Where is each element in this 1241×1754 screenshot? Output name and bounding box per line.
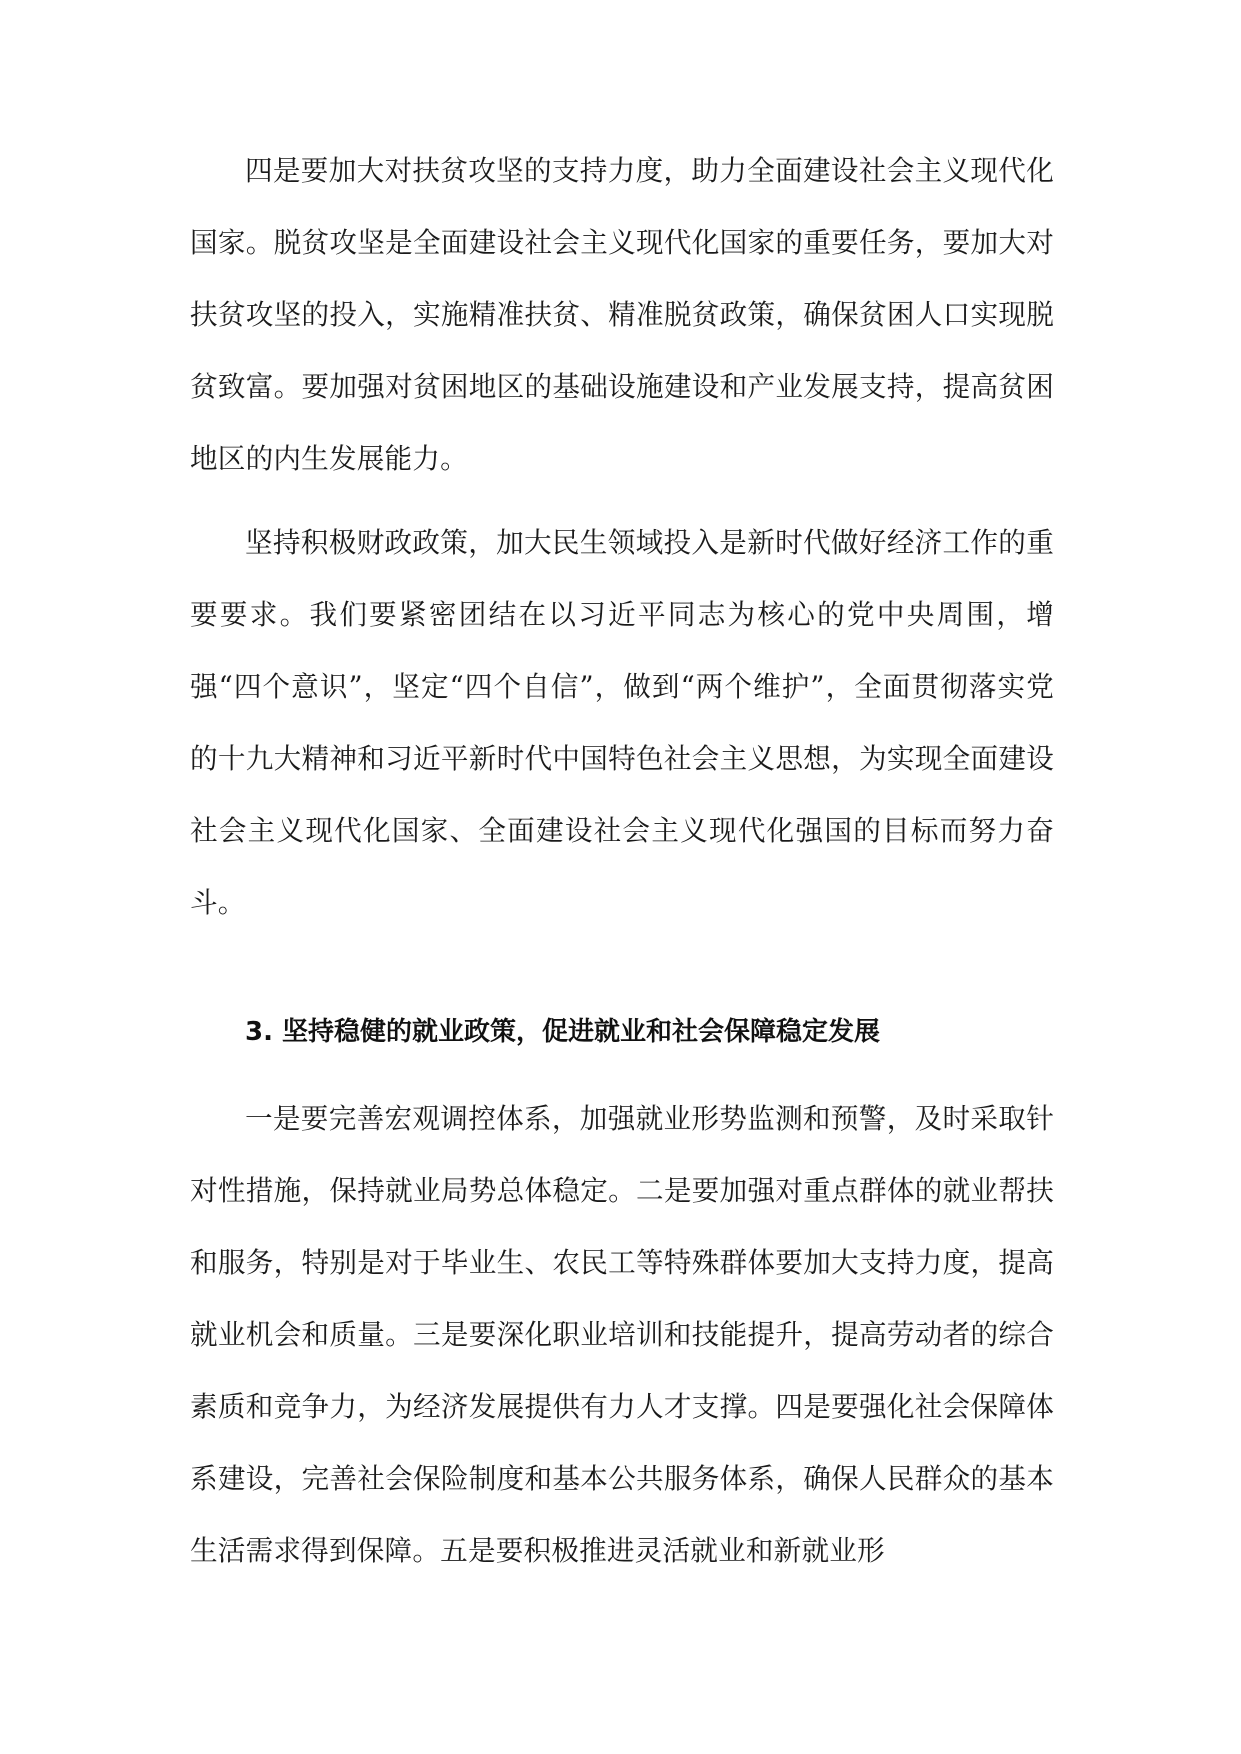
paragraph-poverty-alleviation: 四是要加大对扶贫攻坚的支持力度，助力全面建设社会主义现代化国家。脱贫攻坚是全面建设社会主义现代化国家的重要任务，要加大对扶贫攻坚的投入，实施精准扶贫、精准脱贫政策，确保贫困人口实现脱贫致富。要加强对贫困地区的基础设施建设和产业发展支持，提高贫困地区的内生发展能力。	[190, 154, 1054, 475]
paragraph-fiscal-policy: 坚持积极财政政策，加大民生领域投入是新时代做好经济工作的重要要求。我们要紧密团结在以习近平同志为核心的党中央周围，增强“四个意识”，坚定“四个自信”，做到“两个维护”，全面贯彻落实党的十九大精神和习近平新时代中国特色社会主义思想，为实现全面建设社会主义现代化国家、全面建设社会主义现代化强国的目标而努力奋斗。	[190, 526, 1054, 919]
section-heading-employment: 3. 坚持稳健的就业政策，促进就业和社会保障稳定发展	[245, 1017, 881, 1047]
paragraph-employment-policy: 一是要完善宏观调控体系，加强就业形势监测和预警，及时采取针对性措施，保持就业局势总体稳定。二是要加强对重点群体的就业帮扶和服务，特别是对于毕业生、农民工等特殊群体要加大支持力度，提高就业机会和质量。三是要深化职业培训和技能提升，提高劳动者的综合素质和竞争力，为经济发展提供有力人才支撑。四是要强化社会保障体系建设，完善社会保险制度和基本公共服务体系，确保人民群众的基本生活需求得到保障。五是要积极推进灵活就业和新就业形	[190, 1102, 1054, 1567]
